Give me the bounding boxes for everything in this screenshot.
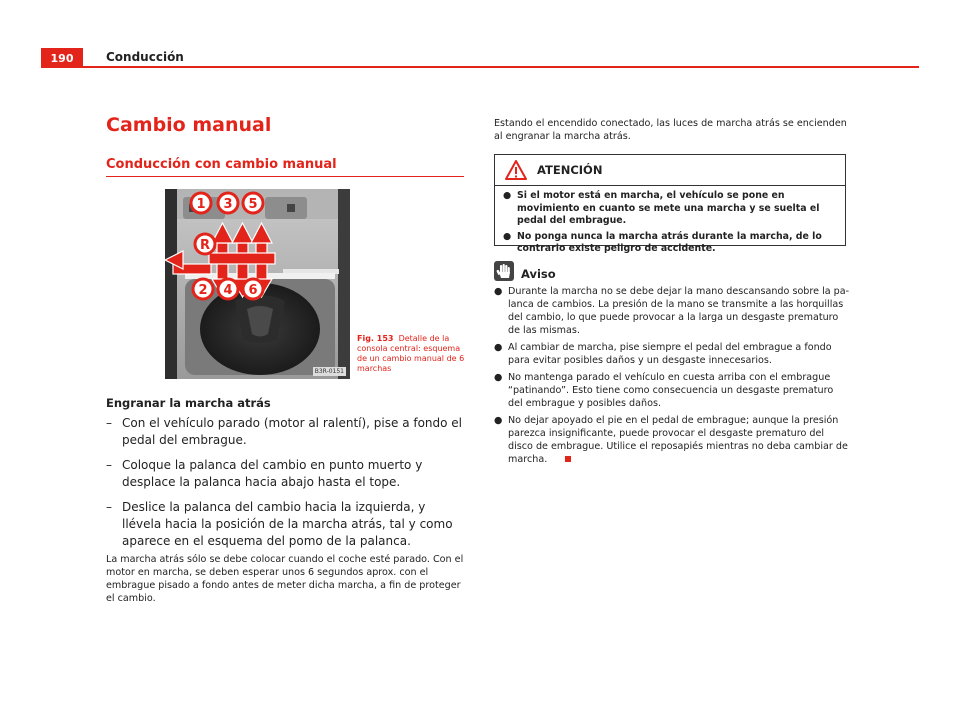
bullet-dot: ●: [494, 342, 503, 353]
reverse-gear-note: La marcha atrás sólo se debe colocar cuando el coche esté parado. Con el motor en marcha, se deben esperar unos 6 segundos aprox. con el embrague pisado a fondo antes de meter dicha marcha, a fin de proteger el cambio.: [106, 554, 464, 604]
bullet-dot: ●: [494, 372, 503, 383]
list-item: [503, 231, 837, 256]
page-number: 190: [41, 48, 83, 68]
gearshift-illustration: [165, 189, 350, 379]
warning-box: [494, 154, 846, 254]
notice-list: [494, 285, 850, 470]
caption-label: Fig. 153: [357, 334, 394, 343]
list-item: [106, 415, 466, 449]
figure-code: B3R-0151: [314, 368, 344, 375]
step-text: Coloque la palanca del cambio en punto muerto y desplace la palanca hacia abajo hasta el tope.: [122, 458, 423, 489]
step-dash: –: [106, 500, 112, 514]
list-item: [106, 499, 466, 550]
notice-text: Al cambiar de marcha, pise siempre el pedal del embrague a fondo para evitar posibles daños y un desgaste innecesarios.: [508, 342, 832, 366]
notice-last-item: [508, 414, 850, 466]
gear-label-3: 3: [223, 197, 233, 212]
list-item: [494, 371, 850, 410]
notice-text: Durante la marcha no se debe dejar la mano descansando sobre la palanca de cambios. La presión de la mano se transmite a las horquillas del cambio, lo que puede provocar a la larga un desgaste prematuro de las mismas.: [508, 286, 850, 336]
gear-label-2: 2: [198, 283, 208, 298]
warning-label: ATENCIÓN: [537, 163, 603, 177]
bullet-dot: ●: [494, 286, 503, 297]
reverse-lights-text: Estando el encendido conectado, las luces de marcha atrás se encienden al engranar la marcha atrás.: [494, 118, 847, 142]
notice-header: [494, 261, 556, 281]
header-divider: [83, 66, 919, 68]
end-of-section-icon: [565, 456, 571, 462]
notice-text: No dejar apoyado el pie en el pedal de embrague; aunque la presión parezca insignificante, puede provocar el desgaste prematuro del disco de embrague. Utilice el reposapiés mientras no deba cambiar de marcha.: [508, 415, 848, 465]
gear-label-1: 1: [196, 197, 206, 212]
warning-body: [495, 186, 845, 256]
warning-header: [495, 155, 845, 186]
gear-label-reverse: R: [199, 238, 211, 253]
subtitle-divider: [106, 176, 464, 177]
list-item: [106, 457, 466, 491]
list-item: [494, 285, 850, 337]
gear-label-5: 5: [248, 197, 258, 212]
caption-text: Detalle de la consola central: esquema de un cambio manual de 6 marchas: [357, 334, 465, 373]
list-item: [494, 414, 850, 466]
step-dash: –: [106, 458, 112, 472]
bullet-dot: ●: [503, 190, 512, 201]
gear-label-4: 4: [223, 283, 233, 298]
bullet-dot: ●: [503, 230, 512, 242]
header-section-title: Conducción: [106, 50, 184, 64]
figure-caption: [357, 334, 467, 374]
warning-triangle-icon: [505, 160, 527, 180]
list-item: [503, 190, 837, 228]
step-dash: –: [106, 416, 112, 430]
section-subtitle: Conducción con cambio manual: [106, 157, 337, 172]
gear-label-6: 6: [248, 283, 258, 298]
step-text: Deslice la palanca del cambio hacia la izquierda, y llévela hacia la posición de la marcha atrás, tal y como aparece en el esquema del pomo de la palanca.: [122, 500, 453, 548]
page-title: Cambio manual: [106, 114, 272, 136]
warning-text: No ponga nunca la marcha atrás durante la marcha, de lo contrario existe peligro de accidente.: [517, 230, 822, 254]
steps-list: [106, 415, 466, 558]
step-text: Con el vehículo parado (motor al ralentí), pise a fondo el pedal del embrague.: [122, 416, 463, 447]
gearshift-figure: [165, 189, 350, 379]
warning-text: Si el motor está en marcha, el vehículo se pone en movimiento en cuanto se mete una marcha y se suelta el pedal del embrague.: [517, 190, 820, 226]
notice-text: No mantenga parado el vehículo en cuesta arriba con el embrague “patinando”. Esto tiene como consecuencia un desgaste prematuro del embrague y posibles daños.: [508, 372, 834, 409]
list-item: [494, 341, 850, 367]
notice-label: Aviso: [521, 267, 556, 281]
section-heading: Engranar la marcha atrás: [106, 396, 271, 410]
notice-hand-icon: [494, 261, 514, 281]
bullet-dot: ●: [494, 415, 503, 426]
